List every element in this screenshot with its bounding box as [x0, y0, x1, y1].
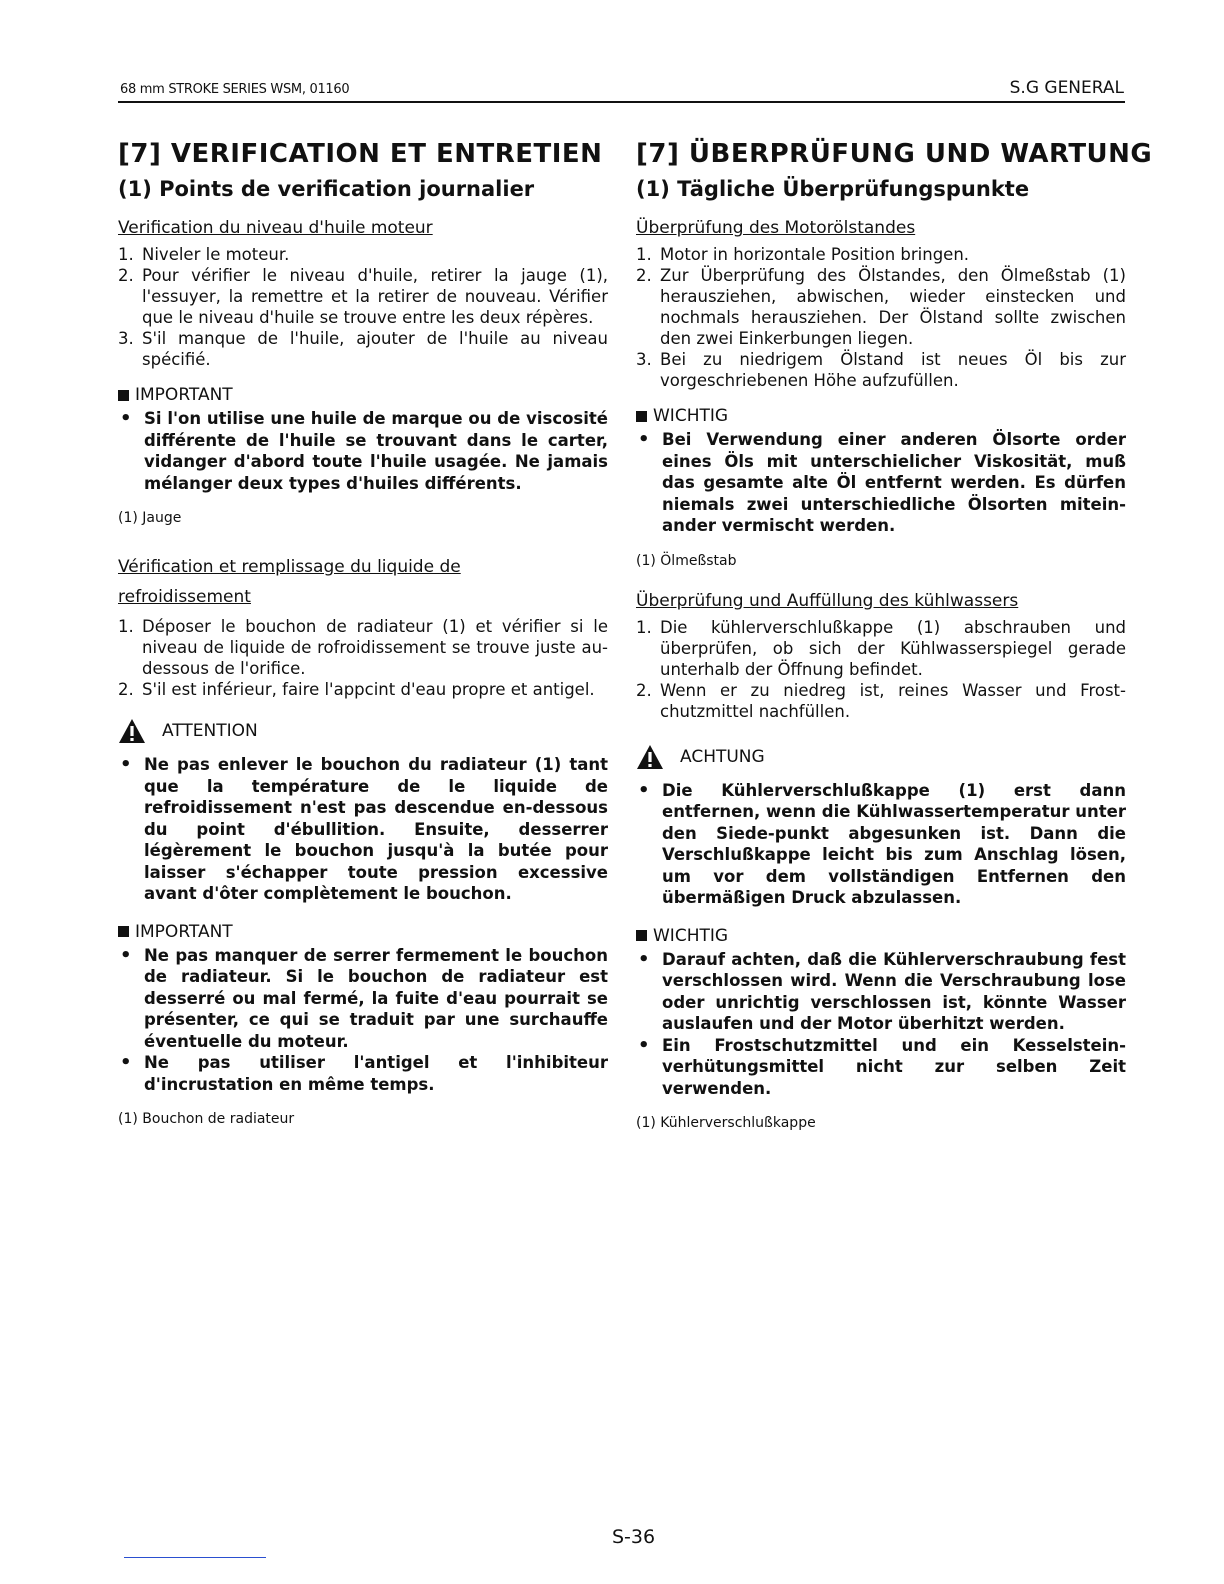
step-number: 1. — [118, 245, 134, 264]
wichtig-label: WICHTIG — [653, 406, 729, 426]
french-oil-heading: Verification du niveau d'huile moteur — [118, 218, 433, 238]
header-series: 68 mm STROKE SERIES WSM, 01160 — [120, 82, 350, 97]
warning-triangle-icon — [636, 744, 664, 770]
step-number: 1. — [636, 617, 652, 637]
french-important-2 — [118, 921, 608, 943]
list-item: • Ein Frostschutzmittel und ein Kesselstein-verhütungsmittel nicht zur selben Zeit verwenden. — [636, 1035, 1126, 1100]
list-item — [118, 616, 608, 679]
wichtig-label: WICHTIG — [653, 925, 729, 946]
achtung-label: ACHTUNG — [680, 746, 765, 767]
french-column — [118, 138, 608, 1129]
header-rule — [118, 101, 1125, 103]
step-number: 2. — [118, 266, 134, 285]
step-text: Bei zu niedrigem Ölstand ist neues Öl bis zur vorgeschriebenen Höhe aufzufüllen. — [660, 350, 1126, 390]
square-bullet-icon — [118, 926, 129, 937]
list-item — [636, 349, 1126, 391]
list-item — [636, 265, 1126, 349]
important-label: IMPORTANT — [135, 921, 233, 942]
step-number: 1. — [636, 245, 652, 264]
step-text: S'il est inférieur, faire l'appcint d'eau propre et antigel. — [142, 680, 595, 699]
step-number: 3. — [118, 329, 134, 348]
step-number: 2. — [636, 266, 652, 285]
list-item — [118, 265, 608, 328]
list-item — [636, 617, 1126, 680]
important-label: IMPORTANT — [135, 385, 233, 405]
german-coolant-heading: Überprüfung und Auffüllung des kühlwassers — [636, 590, 1019, 611]
german-oil-steps — [636, 244, 1126, 391]
french-important-2-bullets — [118, 945, 608, 1096]
heading-line-1: Vérification et remplissage du liquide de — [118, 557, 461, 577]
list-item — [118, 244, 608, 265]
german-caption-2: (1) Kühlerverschlußkappe — [636, 1115, 816, 1131]
french-attention-bullets — [118, 754, 608, 905]
warning-triangle-icon — [118, 718, 146, 744]
page-number: S-36 — [612, 1526, 656, 1548]
german-wichtig-1-bullets — [636, 429, 1126, 537]
square-bullet-icon — [118, 390, 129, 401]
square-bullet-icon — [636, 930, 647, 941]
french-oil-steps — [118, 244, 608, 370]
french-coolant-heading — [118, 552, 608, 612]
list-item — [636, 244, 1126, 265]
german-caption-1: (1) Ölmeßstab — [636, 552, 737, 569]
french-caption-2: (1) Bouchon de radiateur — [118, 1111, 295, 1127]
french-subtitle: (1) Points de verification journalier — [118, 177, 535, 201]
german-achtung-bullets — [636, 780, 1126, 909]
french-important-1 — [118, 384, 608, 406]
step-text: Motor in horizontale Position bringen. — [660, 245, 970, 264]
german-column — [636, 138, 1153, 1133]
list-item: • Ne pas utiliser l'antigel et l'inhibiteur d'incrustation en même temps. — [118, 1052, 608, 1095]
list-item — [118, 328, 608, 370]
list-item: • Si l'on utilise une huile de marque ou de viscosité différente de l'huile se trouvant dans le carter, vidanger d'abord toute l'huile usagée. Ne jamais mélanger deux types d'huiles différents. — [118, 408, 608, 494]
list-item: • Ne pas enlever le bouchon du radiateur (1) tant que la température de le liquide de refroidissement n'est pas descendue en-dessous du point d'ébullition. Ensuite, desserrer légèrement le bouchon jusqu'à la butée pour laisser s'échapper toute pression excessive avant d'ôter complètement le bouchon. — [118, 754, 608, 905]
step-number: 2. — [636, 680, 652, 700]
list-item: • Ne pas manquer de serrer fermement le bouchon de radiateur. Si le bouchon de radiateur est desserré ou mal fermé, la fuite d'eau pourrait se présenter, ce qui se traduit par une surchauffe éventuelle du moteur. — [118, 945, 608, 1053]
german-subtitle: (1) Tägliche Überprüfungspunkte — [636, 177, 1030, 201]
footer-line — [124, 1557, 266, 1558]
german-wichtig-2-bullets — [636, 949, 1126, 1100]
step-number: 2. — [118, 680, 134, 699]
square-bullet-icon — [636, 411, 647, 422]
german-coolant-steps — [636, 617, 1126, 722]
step-text: S'il manque de l'huile, ajouter de l'huile au niveau spécifié. — [142, 329, 608, 369]
step-number: 1. — [118, 617, 134, 636]
attention-label: ATTENTION — [162, 721, 258, 741]
list-item: • Bei Verwendung einer anderen Ölsorte order eines Öls mit unterschielicher Viskosität, muß das gesamte alte Öl entfernt werden. Es dürfen niemals zwei unterschiedliche Ölsorten mitein-ander vermischt werden. — [636, 429, 1126, 537]
list-item — [118, 679, 608, 700]
french-caption-1: (1) Jauge — [118, 510, 182, 526]
list-item: • Die Kühlerverschlußkappe (1) erst dann entfernen, wenn die Kühlwassertemperatur unter den Siede-punkt abgesunken ist. Dann die Verschlußkappe leicht bis zum Anschlag lösen, um vor dem vollständigen Entfernen den übermäßigen Druck abzulassen. — [636, 780, 1126, 909]
french-important-1-bullets — [118, 408, 608, 494]
french-title: [7] VERIFICATION ET ENTRETIEN — [118, 139, 603, 169]
list-item: • Darauf achten, daß die Kühlerverschraubung fest verschlossen wird. Wenn die Verschraubung lose oder unrichtig verschlossen ist, könnte Wasser auslaufen und der Motor überhitzt werden. — [636, 949, 1126, 1035]
step-text: Zur Überprüfung des Ölstandes, den Ölmeßstab (1) herausziehen, abwischen, wieder einstecken und nochmals herausziehen. Der Ölstand sollte zwischen den zwei Einkerbungen liegen. — [660, 266, 1126, 348]
header-section: S.G GENERAL — [1009, 78, 1124, 98]
step-text: Déposer le bouchon de radiateur (1) et vérifier si le niveau de liquide de rofroidissement se trouve juste au-dessous de l'orifice. — [142, 617, 608, 678]
step-text: Pour vérifier le niveau d'huile, retirer la jauge (1), l'essuyer, la remettre et la retirer de nouveau. Vérifier que le niveau d'huile se trouve entre les deux répères. — [142, 266, 608, 327]
german-achtung — [636, 744, 1126, 770]
german-wichtig-1 — [636, 405, 1126, 427]
step-text: Die kühlerverschlußkappe (1) abschrauben und überprüfen, ob sich der Kühlwasserspiegel gerade unterhalb der Öffnung befindet. — [660, 617, 1126, 679]
heading-line-2: refroidissement — [118, 587, 251, 607]
step-number: 3. — [636, 350, 652, 369]
list-item — [636, 680, 1126, 722]
step-text: Wenn er zu niedreg ist, reines Wasser und Frost-chutzmittel nachfüllen. — [660, 680, 1126, 721]
french-attention — [118, 718, 608, 744]
german-title: [7] ÜBERPRÜFUNG UND WARTUNG — [636, 139, 1153, 169]
german-oil-heading: Überprüfung des Motorölstandes — [636, 218, 916, 238]
step-text: Niveler le moteur. — [142, 245, 290, 264]
french-coolant-steps — [118, 616, 608, 700]
german-wichtig-2 — [636, 925, 1126, 947]
